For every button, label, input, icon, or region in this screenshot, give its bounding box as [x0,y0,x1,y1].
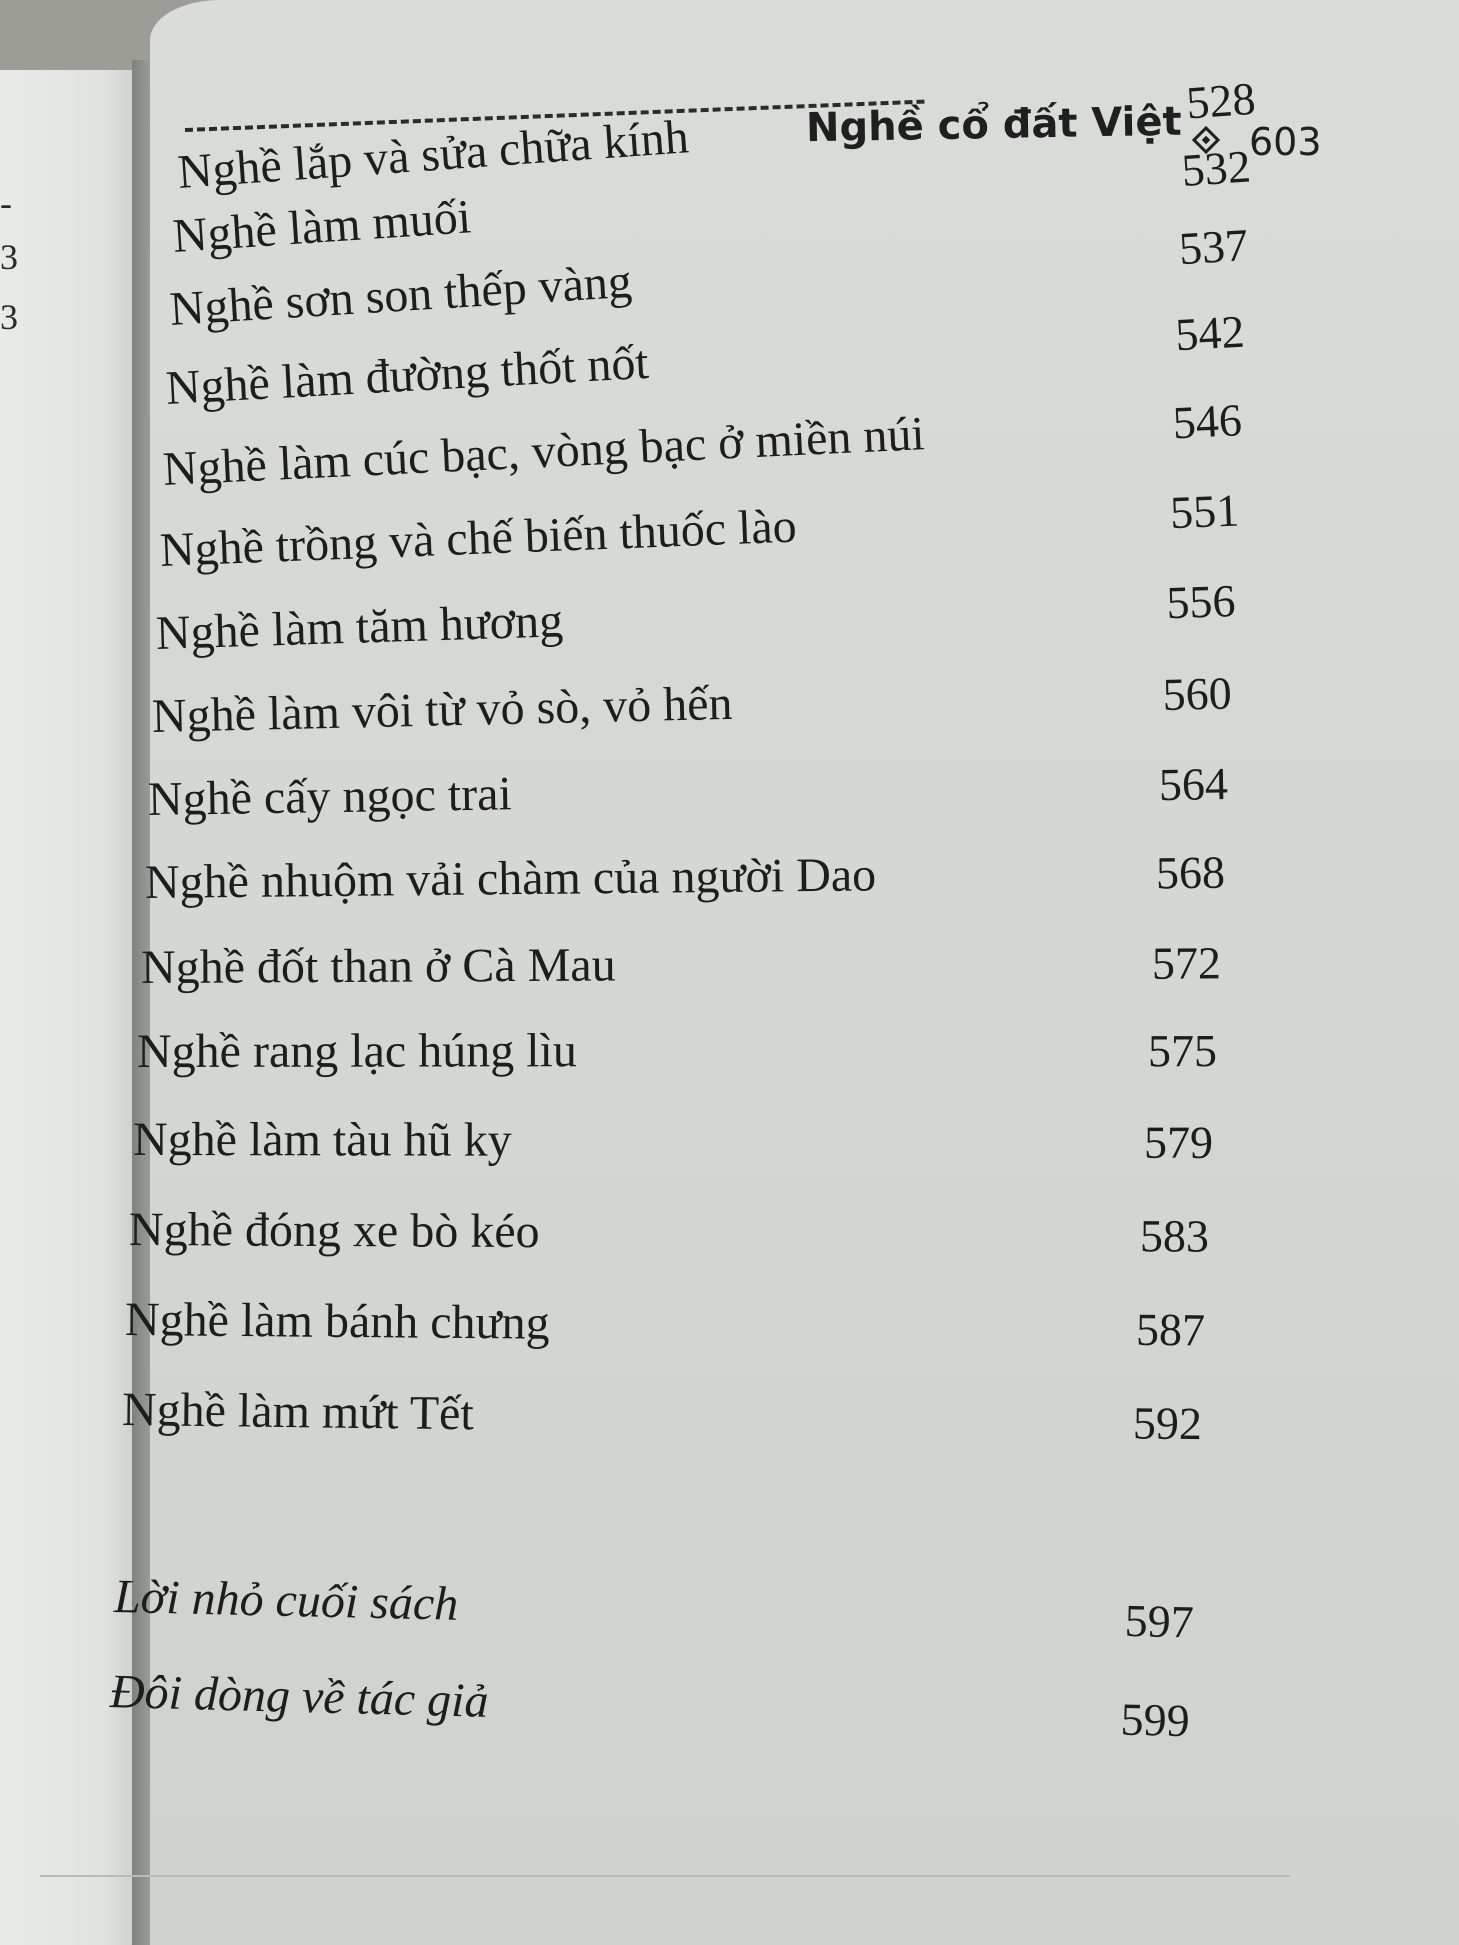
toc-entry-title: Nghề nhuộm vải chàm của người Dao [144,848,877,909]
back-matter-row [113,1569,1194,1653]
toc-entry-title: Đôi dòng về tác giả [109,1665,490,1728]
toc-entry-title: Nghề làm vôi từ vỏ sò, vỏ hến [151,676,734,743]
toc-entry-title: Nghề làm mứt Tết [121,1383,475,1441]
toc-entry-title: Nghề làm bánh chưng [124,1293,550,1350]
toc-row [145,844,1226,915]
toc-entry-title: Nghề đốt than ở Cà Mau [140,938,616,994]
table-of-contents [109,0,1459,1945]
left-page-fragment: 3 [0,297,18,337]
toc-entry-title: Nghề làm muối [171,190,473,263]
toc-entry-page: 568 [1155,846,1226,899]
toc-entry-page: 579 [1143,1116,1214,1168]
book-title: Nghề cổ đất Việt [805,98,1183,152]
toc-entry-page: 564 [1158,758,1229,811]
toc-entry-page: 546 [1171,394,1243,449]
toc-entry-page: 575 [1147,1025,1218,1077]
toc-entry-title: Nghề làm tăm hương [155,594,564,660]
toc-entry-title: Nghề cấy ngọc trai [147,767,513,826]
toc-entry-title: Nghề làm cúc bạc, vòng bạc ở miền núi [161,407,926,496]
back-matter-row [109,1664,1190,1752]
toc-entry-title: Lời nhỏ cuối sách [113,1570,459,1631]
toc-entry-page: 560 [1162,667,1233,721]
toc-row [129,1202,1209,1268]
toc-row [122,1382,1203,1455]
toc-entry-page: 583 [1139,1210,1210,1262]
toc-row [148,755,1229,832]
toc-entry-page: 551 [1169,484,1241,539]
left-page-fragment: 3 [0,237,18,277]
toc-entry-page: 532 [1179,140,1253,196]
toc-entry-page: 592 [1132,1397,1203,1450]
bottom-shadow-line [40,1875,1290,1877]
toc-row [125,1292,1205,1361]
toc-row [141,934,1221,1000]
toc-row [133,1112,1213,1174]
toc-entry-page: 537 [1177,219,1250,275]
toc-entry-title: Nghề đóng xe bò kéo [128,1203,540,1259]
toc-row [151,665,1232,749]
toc-entry-page: 587 [1135,1303,1206,1356]
toc-row [155,572,1236,666]
toc-row [137,1022,1217,1084]
page-number: 603 [1249,120,1322,164]
toc-entry-page: 542 [1174,305,1246,361]
toc-entry-title: Nghề rang lạc húng lìu [136,1024,577,1078]
toc-entry-page: 556 [1165,575,1237,629]
toc-entry-title: Nghề làm đường thốt nốt [164,335,650,415]
toc-row [159,482,1241,583]
toc-entry-page: 599 [1120,1693,1191,1747]
toc-entry-page: 528 [1184,72,1258,129]
book-page [109,0,1459,1945]
toc-entry-page: 572 [1151,937,1222,989]
toc-entry-title: Nghề lắp và sửa chữa kính [175,110,691,199]
toc-entry-title: Nghề làm tàu hũ ky [132,1113,512,1167]
toc-entry-page: 597 [1124,1594,1195,1648]
toc-entry-title: Nghề sơn son thếp vàng [168,254,634,336]
left-page-fragment: - [0,183,12,223]
toc-entry-title: Nghề trồng và chế biến thuốc lào [158,499,798,577]
